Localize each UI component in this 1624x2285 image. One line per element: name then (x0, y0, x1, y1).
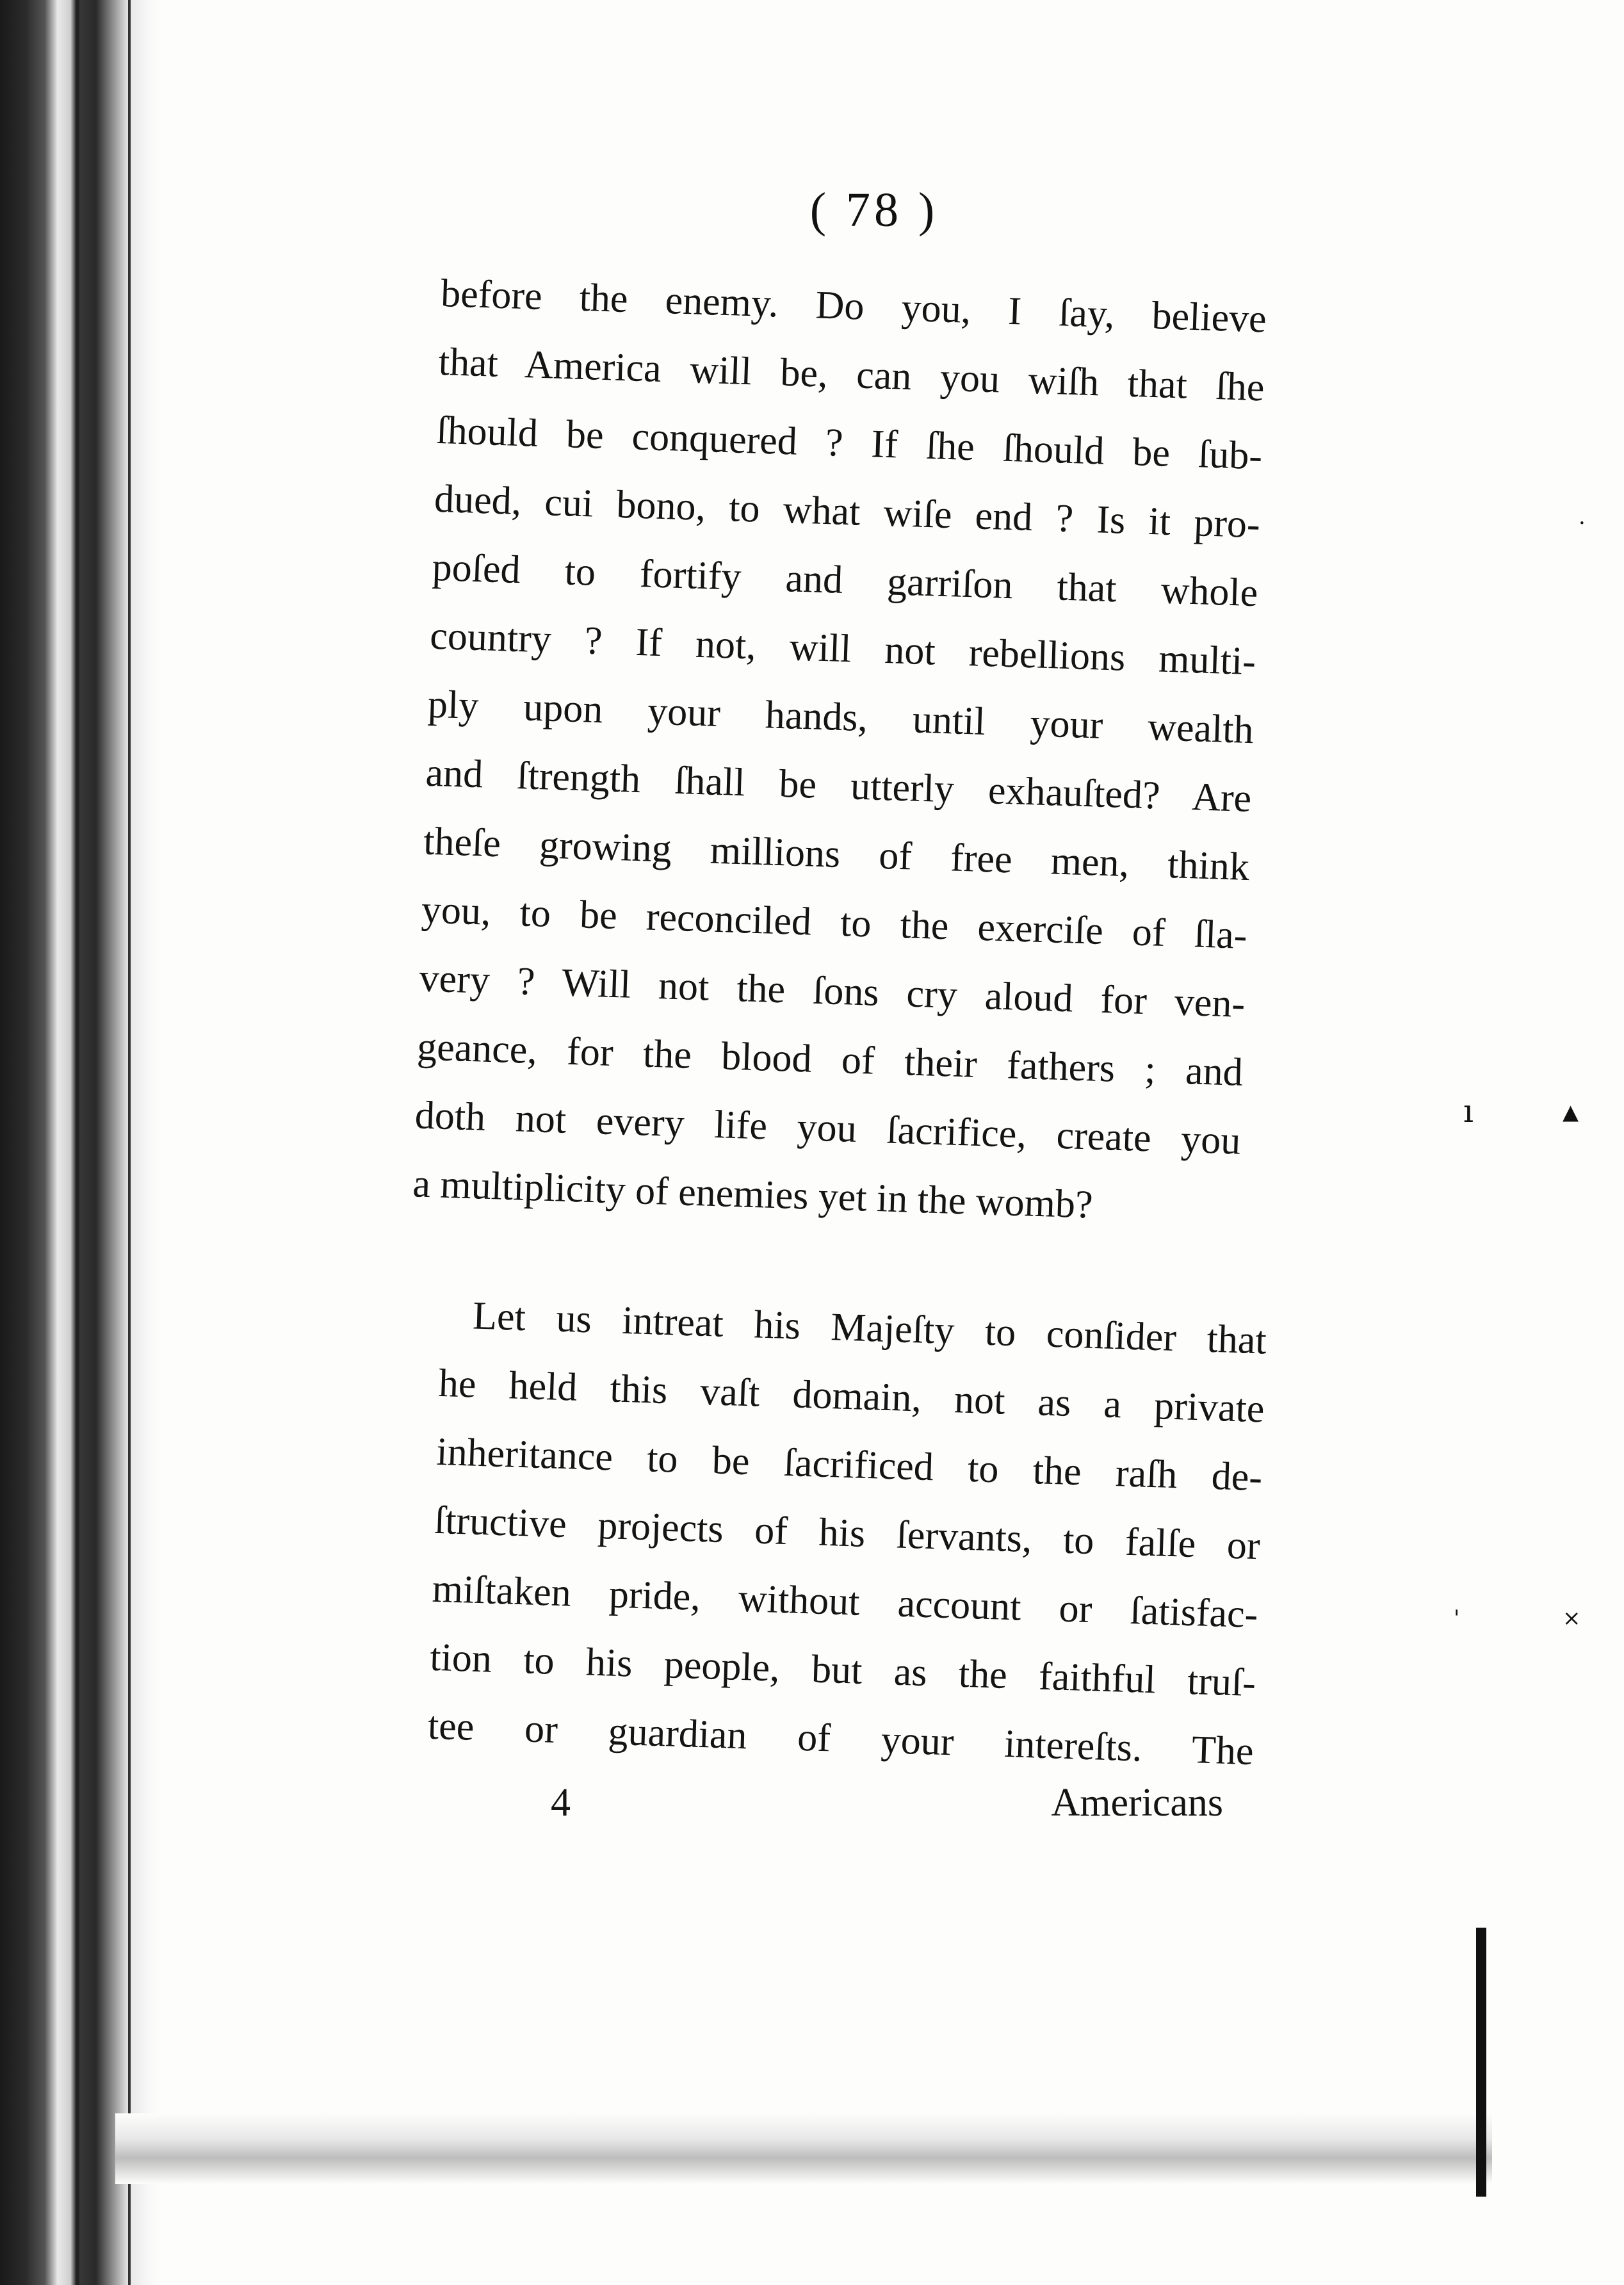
text-line: very ? Will not the ſons cry aloud for ven- (418, 956, 1246, 1026)
gutter-rule (76, 0, 79, 2285)
text-line: geance, for the blood of their fathers ; and (416, 1025, 1244, 1094)
bottom-page-edge (115, 2113, 1492, 2184)
ink-speck: ▴ (1563, 1093, 1579, 1130)
text-line: that America will be, can you wiſh that ſhe (437, 339, 1265, 410)
text-line: inheritance to be ſacrificed to the raſh de- (435, 1429, 1263, 1500)
page-footer (551, 1780, 1223, 1826)
text-line: before the enemy. Do you, I ſay, believe (440, 271, 1267, 341)
right-page-edge (1476, 1928, 1486, 2197)
signature-mark: 4 (551, 1781, 571, 1825)
ink-speck: · (1579, 510, 1586, 536)
text-line: poſed to fortify and garriſon that whole (431, 545, 1259, 615)
ink-speck: × (1563, 1606, 1581, 1631)
text-line: ply upon your hands, until your wealth (427, 682, 1255, 752)
text-line: you, to be reconciled to the exerciſe of ſla- (421, 888, 1248, 958)
text-line: miſtaken pride, without account or ſatisfac- (431, 1566, 1259, 1637)
catchword: Americans (1051, 1781, 1223, 1825)
text-line: theſe growing millions of free men, think (423, 819, 1250, 890)
text-line: and ſtrength ſhall be utterly exhauſted? Are (425, 751, 1253, 821)
text-line: he held this vaſt domain, not as a private (437, 1361, 1265, 1431)
text-line: dued, cui bono, to what wiſe end ? Is it pro- (434, 476, 1261, 547)
text-line: tee or guardian of your intereſts. The (427, 1704, 1255, 1774)
paragraph-2 (426, 1281, 1267, 1786)
text-line: a multiplicity of enemies yet in the womb? (412, 1162, 1094, 1227)
text-line: tion to his people, but as the faithful truſ- (429, 1635, 1256, 1705)
gutter-rule (128, 0, 131, 2285)
book-gutter (0, 0, 160, 2285)
ink-speck: ı (1463, 1093, 1474, 1130)
paragraph-1 (412, 259, 1267, 1244)
page-number: ( 78 ) (809, 183, 939, 237)
text-line: Let us intreat his Majeſty to conſider that (472, 1294, 1267, 1363)
text-line: ſhould be conquered ? If ſhe ſhould be ſub- (435, 408, 1263, 478)
text-line: country ? If not, will not rebellions multi- (429, 614, 1256, 684)
ink-speck: ' (1454, 1606, 1460, 1631)
text-line: doth not every life you ſacrifice, create you (414, 1093, 1242, 1163)
text-line: ſtructive projects of his ſervants, to falſe or (434, 1498, 1261, 1568)
